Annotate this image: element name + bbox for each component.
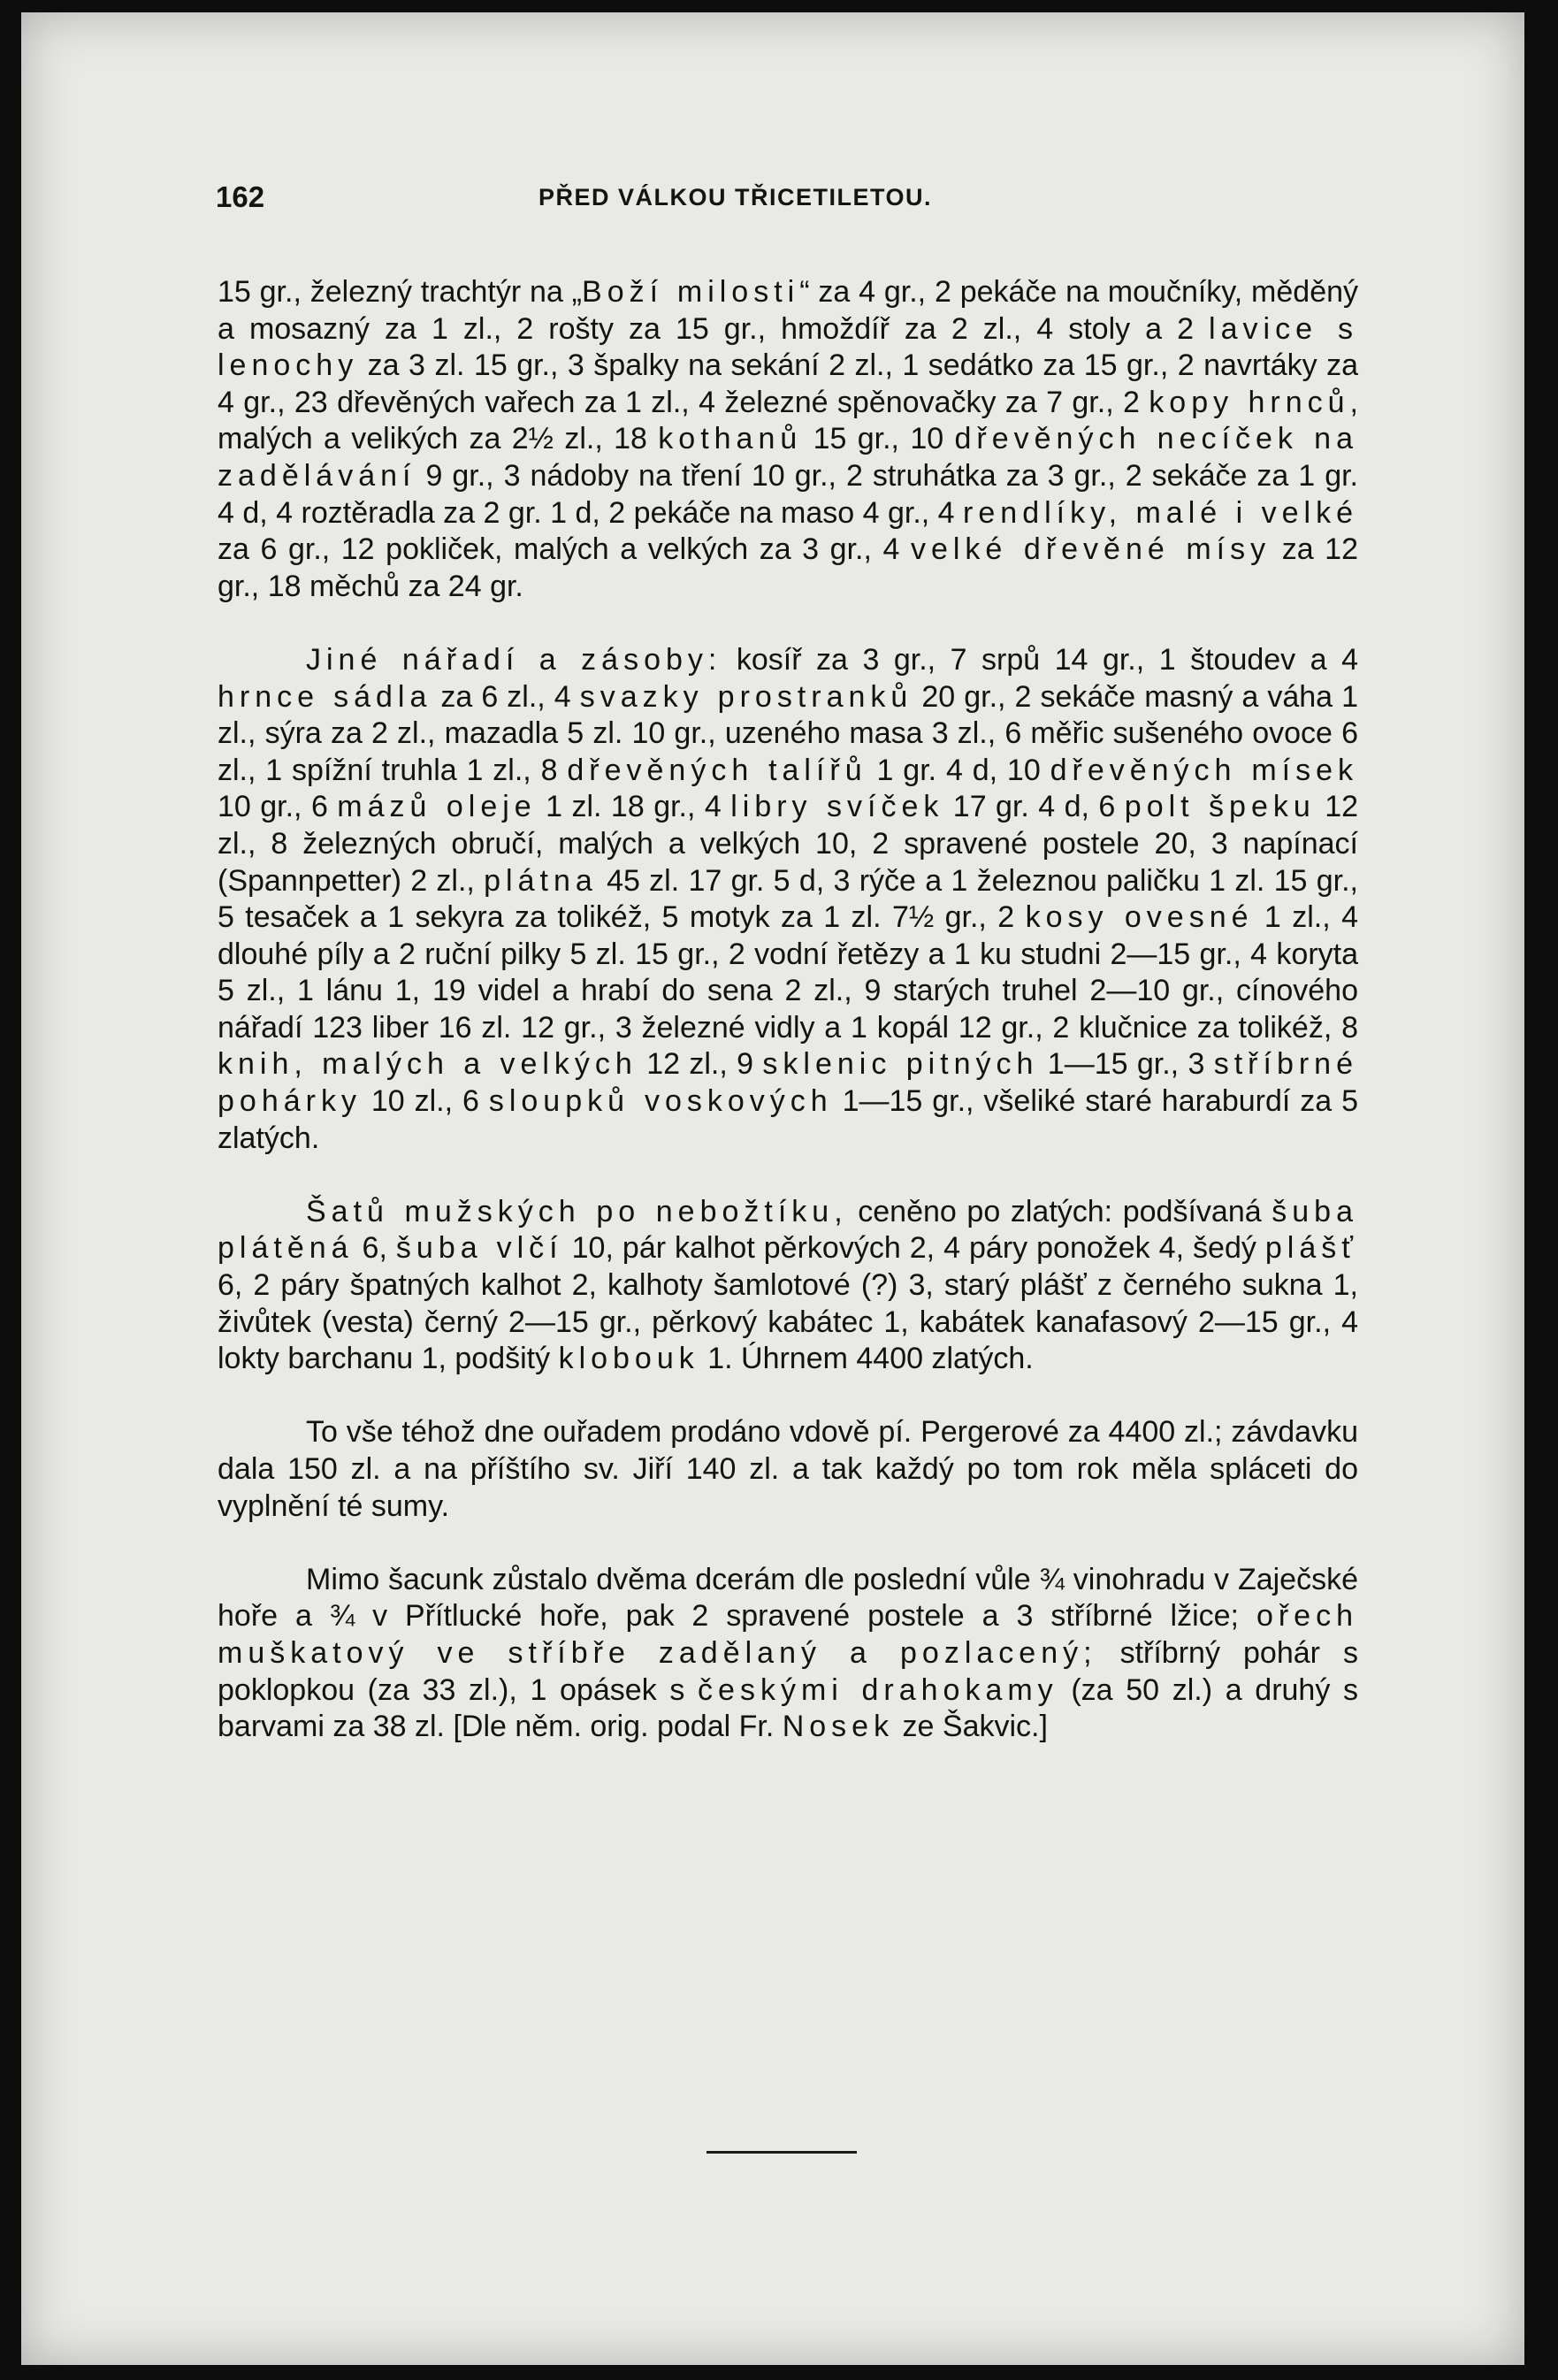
spaced-term: dřevěných mísek <box>1050 753 1358 787</box>
text-run: 1—15 gr., všeliké staré haraburdí za 5 zlatých. <box>218 1084 1358 1155</box>
paragraph-tools-supplies <box>218 642 1358 1157</box>
page-number: 162 <box>216 180 265 213</box>
spaced-term: polt špeku <box>1124 790 1316 824</box>
spaced-term: lavice s lenochy <box>218 311 1359 383</box>
spaced-term: mázů oleje <box>337 790 537 824</box>
spaced-term: hrnce sádla <box>218 679 432 714</box>
text-run: 1 zl. 18 gr., 4 <box>536 790 731 824</box>
text-run: 17 gr. 4 d, 6 <box>943 790 1125 824</box>
book-page <box>21 12 1524 2365</box>
spaced-term: kosy ovesné <box>1025 900 1254 935</box>
spaced-term: kothanů <box>658 422 803 456</box>
spaced-term: českými drahokamy <box>698 1672 1058 1707</box>
spaced-term: Šatů mužských po nebožtíku, <box>306 1194 848 1228</box>
spaced-term: šuba vlčí <box>395 1231 563 1266</box>
running-head: PŘED VÁLKOU TŘICETILETOU. <box>538 184 933 210</box>
spaced-term: šuba plátěná <box>218 1194 1358 1266</box>
spaced-term: plášť <box>1264 1231 1358 1266</box>
text-run: 1—15 gr., 3 <box>1038 1047 1214 1082</box>
spaced-term: Nosek <box>782 1710 895 1744</box>
text-run: ceněno po zlatých: podšívaná <box>847 1194 1272 1228</box>
spaced-term: libry svíček <box>730 790 944 824</box>
text-run: 6, <box>353 1231 396 1266</box>
text-run: kosíř za 3 gr., 7 srpů 14 gr., 1 štoudev a 4 <box>722 642 1358 677</box>
text-run: 1. Úhrnem 4400 zlatých. <box>699 1342 1034 1376</box>
spaced-term: sklenic pitných <box>762 1047 1039 1082</box>
spaced-term: Jiné nářadí a zásoby: <box>306 642 722 677</box>
spaced-term: kopy hrnců <box>1149 385 1350 419</box>
spaced-term: rendlíky, malé i velké <box>963 495 1358 530</box>
spaced-term: knih, malých a velkých <box>218 1047 638 1082</box>
text-run: To vše téhož dne ouřadem prodáno vdově pí. Pergerové za 4400 zl.; závdavku dala 150 zl. a na příštího sv. Jiří 140 zl. a tak každý po tom rok měla spláceti do vyplnění té sumy. <box>218 1415 1358 1523</box>
spaced-term: svazky prostranků <box>579 679 913 714</box>
body-text <box>218 274 1358 1782</box>
text-run: ze Šakvic.] <box>894 1710 1048 1744</box>
page-header <box>216 180 1365 225</box>
spaced-term: sloupků voskových <box>488 1084 833 1119</box>
text-run: 15 gr., železný trachtýr na „ <box>218 275 583 309</box>
text-run: 1 gr. 4 d, 10 <box>867 753 1050 787</box>
text-run: za 12 gr., 18 měchů za 24 gr. <box>218 532 1358 603</box>
text-run: Mimo šacunk zůstalo dvěma dcerám dle poslední vůle ¾ vinohradu v Zaječské hoře a ¾ v Přítlucké hoře, pak 2 spravené postele a 3 stříbrné lžice; <box>218 1562 1358 1634</box>
spaced-term: plátna <box>484 863 598 898</box>
paragraph-inheritance <box>218 1562 1358 1746</box>
text-run: 10 zl., 6 <box>361 1084 489 1119</box>
end-rule <box>706 2151 857 2154</box>
spaced-term: dřevěných necíček na zadělávání <box>218 422 1359 493</box>
text-run: (za 50 zl.) a druhý s barvami za 38 zl. [Dle něm. orig. podal Fr. <box>218 1672 1358 1744</box>
text-run: za 6 zl., 4 <box>432 679 580 714</box>
paragraph-sale <box>218 1414 1358 1525</box>
spaced-term: Boží milosti <box>582 275 800 309</box>
text-run: 10, pár kalhot pěrkových 2, 4 páry ponožek 4, šedý <box>562 1231 1265 1266</box>
spaced-term: klobouk <box>558 1342 699 1376</box>
text-run: 15 gr., 10 <box>802 422 955 456</box>
text-run: 10 gr., 6 <box>218 790 338 824</box>
text-run: 20 gr., 2 sekáče masný a váha 1 zl., sýra za 2 zl., mazadla 5 zl. 10 gr., uzeného masa 3 zl., 6 měřic sušeného ovoce 6 zl., 1 spížní truhla 1 zl., 8 <box>218 679 1359 787</box>
spaced-term: stříbrné pohárky <box>218 1047 1358 1119</box>
text-run: , malých a velikých za 2½ zl., 18 <box>218 385 1358 456</box>
text-run: 12 zl., 9 <box>637 1047 763 1082</box>
text-run: 6, 2 páry špatných kalhot 2, kalhoty šamlotové (?) 3, starý plášť z černého sukna 1, živůtek (vesta) černý 2—15 gr., pěrkový kabátec 1, kabátek kanafasový 2—15 gr., 4 lokty barchanu 1, podšitý <box>218 1268 1358 1376</box>
paragraph-mens-clothes <box>218 1194 1358 1378</box>
paragraph-kitchen-items <box>218 274 1358 605</box>
text-run: 12 zl., 8 železných obručí, malých a velkých 10, 2 spravené postele 20, 3 napínací (Spannpetter) 2 zl., <box>218 790 1359 898</box>
text-run: 45 zl. 17 gr. 5 d, 3 rýče a 1 železnou paličku 1 zl. 15 gr., 5 tesaček a 1 sekyra za tolikéž, 5 motyk za 1 zl. 7½ gr., 2 <box>218 863 1358 935</box>
text-run: “ za 4 gr., 2 pekáče na moučníky, měděný a mosazný za 1 zl., 2 rošty za 15 gr., hmoždíř za 2 zl., 4 stoly a 2 <box>218 275 1359 346</box>
text-run: stříbrný pohár s poklopkou (za 33 zl.), 1 opásek s <box>218 1635 1358 1707</box>
spaced-term: ořech muškatový ve stříbře zadělaný a pozlacený; <box>218 1599 1358 1670</box>
spaced-term: dřevěných talířů <box>567 753 867 787</box>
text-run: za 6 gr., 12 pokliček, malých a velkých za 3 gr., 4 <box>218 532 911 567</box>
spaced-term: velké dřevěné mísy <box>910 532 1272 567</box>
text-run: 1 zl., 4 dlouhé píly a 2 ruční pilky 5 zl. 15 gr., 2 vodní řetězy a 1 ku studni 2—15 gr., 4 koryta 5 zl., 1 lánu 1, 19 videl a hrabí do sena 2 zl., 9 starých truhel 2—10 gr., cínového nářadí 123 liber 16 zl. 12 gr., 3 železné vidly a 1 kopál 12 gr., 2 klučnice za tolikéž, 8 <box>218 900 1358 1045</box>
text-run: za 3 zl. 15 gr., 3 špalky na sekání 2 zl., 1 sedátko za 15 gr., 2 navrtáky za 4 gr., 23 dřevěných vařech za 1 zl., 4 železné spěnovačky za 7 gr., 2 <box>218 348 1358 419</box>
text-run: 9 gr., 3 nádoby na tření 10 gr., 2 struhátka za 3 gr., 2 sekáče za 1 gr. 4 d, 4 roztěradla za 2 gr. 1 d, 2 pekáče na maso 4 gr., 4 <box>218 458 1358 530</box>
